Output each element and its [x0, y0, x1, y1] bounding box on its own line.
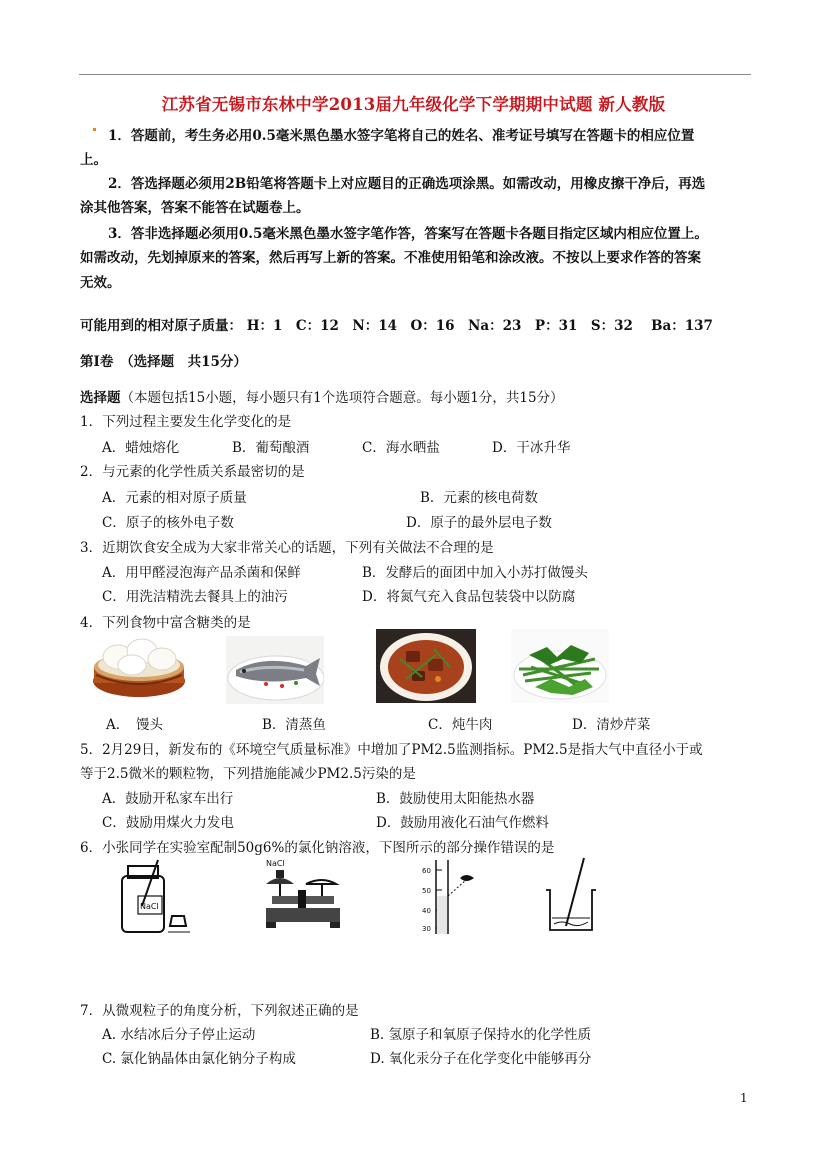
instruction-line-7: 无效。 — [80, 275, 121, 291]
page-number: 1 — [740, 1091, 748, 1105]
q5-stem-line-2: 等于2.5微米的颗粒物，下列措施能减少PM2.5污染的是 — [80, 766, 416, 782]
q4-option-a: A． 馒头 — [106, 717, 163, 733]
q4-option-c: C．炖牛肉 — [428, 717, 493, 733]
q1-option-a: A．蜡烛熔化 — [102, 440, 180, 456]
q4-option-d: D．清炒芹菜 — [572, 717, 651, 733]
section-title: 第Ⅰ卷 （选择题 共15分） — [80, 354, 247, 370]
instruction-line-1: 1．答题前，考生务必用0.5毫米黑色墨水签字笔将自己的姓名、准考证号填写在答题卡的相应位置 — [108, 128, 695, 144]
q6-stem: 6．小张同学在实验室配制50g6%的氯化钠溶液，下图所示的部分操作错误的是 — [80, 840, 555, 856]
q4-stem: 4．下列食物中富含糖类的是 — [80, 615, 251, 631]
section-intro-label: 选择题 — [80, 390, 121, 406]
q2-option-d: D．原子的最外层电子数 — [406, 515, 552, 531]
q2-option-b: B．元素的核电荷数 — [420, 490, 538, 506]
q1-option-c: C．海水晒盐 — [362, 440, 440, 456]
q5-option-c: C．鼓励用煤火力发电 — [102, 815, 234, 831]
beaker-stirring-diagram — [540, 856, 602, 936]
reagent-bottle-label: NaCl — [140, 902, 159, 911]
braised-beef-image — [376, 629, 476, 703]
q2-stem: 2．与元素的化学性质关系最密切的是 — [80, 464, 305, 480]
q1-stem: 1．下列过程主要发生化学变化的是 — [80, 414, 292, 430]
reagent-bottle-diagram — [118, 858, 192, 936]
q3-option-c: C．用洗洁精洗去餐具上的油污 — [102, 589, 288, 605]
cylinder-tick-30: 30 — [422, 925, 431, 933]
q5-option-b: B．鼓励使用太阳能热水器 — [376, 791, 535, 807]
q5-option-a: A．鼓励开私家车出行 — [102, 791, 234, 807]
q2-option-c: C．原子的核外电子数 — [102, 515, 234, 531]
q7-option-a: A. 水结冰后分子停止运动 — [102, 1027, 256, 1043]
steamed-fish-image — [226, 636, 324, 704]
atomic-masses: 可能用到的相对原子质量： H：1 C：12 N：14 O：16 Na：23 P：31 S：32 Ba：137 — [80, 318, 713, 334]
instruction-line-5: 3．答非选择题必须用0.5毫米黑色墨水签字笔作答，答案写在答题卡各题目指定区域内相应位置上。 — [108, 226, 708, 242]
q3-option-a: A．用甲醛浸泡海产品杀菌和保鲜 — [102, 565, 301, 581]
graduated-cylinder-diagram — [420, 856, 480, 938]
cylinder-tick-60: 60 — [422, 867, 431, 875]
balance-label: NaCl — [266, 859, 285, 868]
page-title: 江苏省无锡市东林中学2013届九年级化学下学期期中试题 新人教版 — [161, 95, 666, 114]
cylinder-tick-40: 40 — [422, 907, 431, 915]
q5-stem-line-1: 5．2月29日，新发布的《环境空气质量标准》中增加了PM2.5监测指标。PM2.5是指大气中直径小于或 — [80, 742, 703, 758]
orange-dot — [93, 128, 96, 131]
instruction-line-4: 涂其他答案，答案不能答在试题卷上。 — [80, 200, 310, 216]
celery-image — [511, 629, 609, 703]
q7-stem: 7．从微观粒子的角度分析，下列叙述正确的是 — [80, 1003, 359, 1019]
instruction-line-3: 2．答选择题必须用2B铅笔将答题卡上对应题目的正确选项涂黑。如需改动，用橡皮擦干净后，再选 — [108, 176, 706, 192]
cylinder-tick-50: 50 — [422, 887, 431, 895]
section-intro — [80, 386, 564, 406]
q3-option-b: B．发酵后的面团中加入小苏打做馒头 — [362, 565, 588, 581]
q1-option-b: B．葡萄酿酒 — [232, 440, 310, 456]
q2-option-a: A．元素的相对原子质量 — [102, 490, 247, 506]
q7-option-d: D. 氧化汞分子在化学变化中能够再分 — [370, 1051, 592, 1067]
section-intro-text: （本题包括15小题，每小题只有1个选项符合题意。每小题1分，共15分） — [120, 390, 564, 406]
steamed-buns-image — [90, 633, 188, 701]
q7-option-b: B. 氢原子和氧原子保持水的化学性质 — [370, 1027, 592, 1043]
balance-scale-diagram — [262, 856, 344, 932]
q4-option-b: B．清蒸鱼 — [262, 717, 326, 733]
instruction-line-2: 上。 — [80, 152, 107, 168]
q1-option-d: D．干冰升华 — [492, 440, 571, 456]
q7-option-c: C. 氯化钠晶体由氯化钠分子构成 — [102, 1051, 296, 1067]
q3-stem: 3．近期饮食安全成为大家非常关心的话题，下列有关做法不合理的是 — [80, 540, 494, 556]
q5-option-d: D．鼓励用液化石油气作燃料 — [376, 815, 549, 831]
header-rule — [79, 74, 751, 75]
q3-option-d: D．将氮气充入食品包装袋中以防腐 — [362, 589, 576, 605]
instruction-line-6: 如需改动，先划掉原来的答案，然后再写上新的答案。不准使用铅笔和涂改液。不按以上要求作答的答案 — [80, 250, 701, 266]
